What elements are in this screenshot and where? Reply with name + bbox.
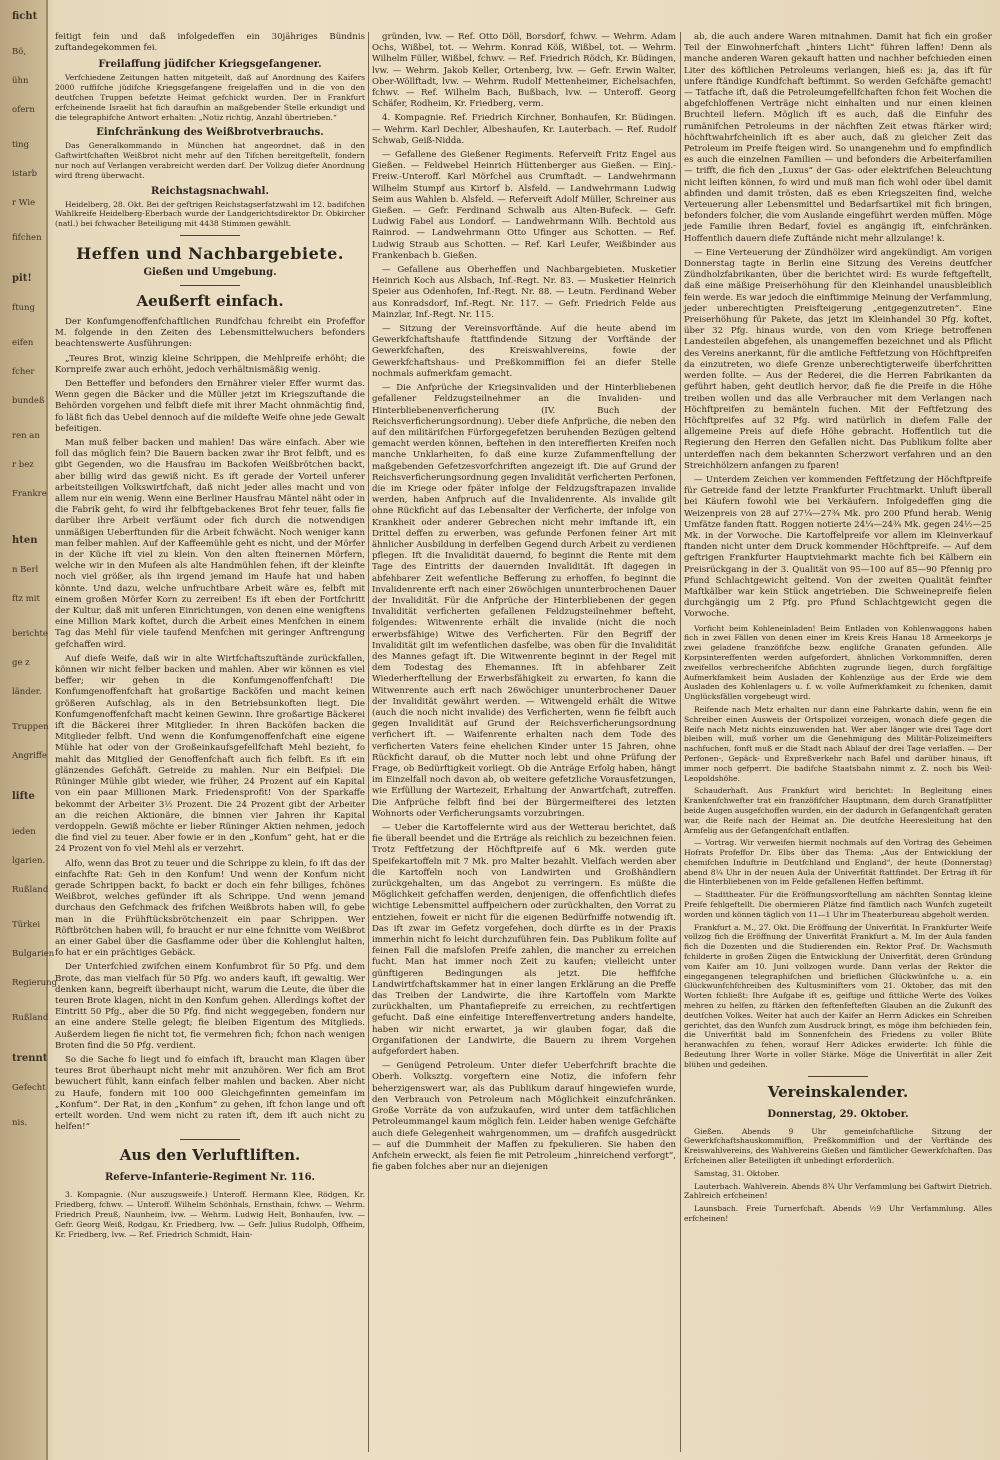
margin-fragment: ren an xyxy=(12,431,40,441)
news-paragraph: — Gefallene aus Oberheffen und Nachbargebieten. Musketier Heinrich Koch aus Alsbach, Inf.-Regt. Nr. 83. — Musketier Heinrich Speier aus Odenhofen, Inf.-Regt. Nr. 88. — Leutn. Ferdinand Weber aus Konradsdorf, Inf.-Regt. Nr. 117. — Gefr. Friedrich Felde aus Mainzlar, Inf.-Regt. Nr. 115. xyxy=(372,265,676,320)
margin-fragment: Bö, xyxy=(12,47,27,57)
loss-list-text: 3. Kompagnie. (Nur auszugsweife.) Unteroff. Hermann Klee, Rödgen, Kr. Friedberg, fchwv. — Unteroff. Wilhelm Schönhals, Ernsthain, fchwv. — Wehrm. Friedrich Preuß, Naunheim, lvw. — Wehrm. Ludwig Helt, Bonhaufen, lvw. — Gefr. Georg Weiß, Rodgau, Kr. Friedberg, lvw. — Gefr. Julius Rudolph, Offheim, Kr. Friedberg, lvw. — Ref. Friedrich Schmidt, Hain- xyxy=(55,1190,365,1239)
column-divider xyxy=(368,32,369,1452)
margin-fragment: Türkei xyxy=(12,920,41,930)
notice-paragraph: Vorficht beim Kohleneinladen! Beim Entladen von Kohlenwaggons haben fich in zwei Fällen von denen einer im Kreis Kreis Hanau 18 Armeekorps je zwei geladene franzöfifche bezw. englifche Granaten gefunden. Alle Korpsintereffenten werden aufgefordert, ähnlichen Vorkommniffen, deren zweifellos verbrecherifche Abfichten zugrunde liegen, durch forgfältige Aufmerkfamkeit beim Ausladen der Kohlenzüge aus der Erde wie dem Ausladen des Kohlenlagers u. f. w. volle Aufmerkfamkeit zu fchenken, damit Unglücksfällen vorgebeugt wird. xyxy=(684,623,992,702)
section-title: Heffen und Nachbargebiete. xyxy=(76,243,344,263)
margin-fragment: ftz mit xyxy=(12,594,40,604)
calendar-title: Vereinskalender. xyxy=(767,1082,909,1101)
news-paragraph: — Gefallene des Gießener Regiments. Referveift Fritz Engel aus Gießen. — Feldwebel Heinrich Hüttenberger aus Gießen. — Einj.-Freiw.-Unteroff. Karl Mörfchel aus Crumftadt. — Landwehrmann Wilhelm Stumpf aus Kirtorf b. Alsfeld. — Landwehrmann Ludwig Seim aus Wahlen b. Alsfeld. — Referveift Adolf Müller, Schreiner aus Gießen. — Gefr. Ferdinand Schwalb aus Alten-Bufeck. — Gefr. Ludwig Fabel aus Londorf. — Landwehrmann Wilh. Bechtold aus Rainrod. — Landwehrmann Otto Ufinger aus Schotten. — Ref. Ludwig Straub aus Schotten. — Ref. Karl Leufer, Weißbinder aus Frankenbach b. Gießen. xyxy=(372,150,676,261)
margin-fragment: Gefecht xyxy=(12,1083,46,1093)
article-paragraph: Der Konfumgenoffenfchaftlichen Rundfchau fchreibt ein Profeffor M. folgende in den Zeiten des Lebensmittelwuchers befonders beachtenswerte Ausführungen: xyxy=(55,316,365,350)
divider xyxy=(180,285,240,286)
notice-paragraph: — Vortrag. Wir verweifen hiermit nochmals auf den Vortrag des Geheimen Hofrats Profeffor Dr. Elbs über das Thema: „Aus der Entwicklung der chemifchen Induftrie in Deutfchland und England“, der heute (Donnerstag) abend 8¼ Uhr in der neuen Aula der Univerfität ftattfindet. Der Ertrag ift für die Hinterbliebenen von im Felde gefallenen Heffen beftimmt. xyxy=(684,838,992,887)
margin-fragment: berichte xyxy=(12,629,48,639)
margin-fragment: pit! xyxy=(12,273,32,284)
opening-text: feitigt fein und daß infolgedeffen ein 30jähriges Bündnis zuftandegekommen fei. xyxy=(55,32,365,54)
margin-fragment: ficht xyxy=(12,11,38,22)
margin-fragment: eifen xyxy=(12,338,34,348)
margin-fragment: Truppen xyxy=(12,722,49,732)
margin-fragment: fifchen xyxy=(12,233,42,243)
margin-fragment: lgarien. xyxy=(12,856,46,866)
calendar-item: Launsbach. Freie Turnerfchaft. Abends ½9 Uhr Verfammlung. Alles erfcheinen! xyxy=(684,1204,992,1223)
column-3 xyxy=(684,32,992,1452)
margin-fragment: Frankre xyxy=(12,489,47,499)
margin-fragment: Rußland xyxy=(12,1013,49,1023)
news-paragraph: — Unterdem Zeichen ver kommenden Feftfetzung der Höchftpreife für Getreide fand der letzte Frankfurter Fruchtmarkt. Unluft überall bei Käufern fowohl wie bei Verkäufern. Infolgedeffen ging die Weizenpreis von 28 auf 27¼—27¾ Mk. pro 200 Pfund herab. Wenig Umfätze fanden ftatt. Roggen notierte 24¼—24¾ Mk. gegen 24½—25 Mk. in der Vorwoche. Die Kartoffelpreife vor allem im Kleinverkauf ftanden nicht unter dem Druck kommender Höchftpreife. — Auf dem geftrigen Frankfurter Hauptviehmarkt machte fich bei Kälbern ein Preisrückgang in der 3. Qualität von 95—100 auf 85—90 Pfennig pro Pfund Schlachtgewicht geltend. Von der zweiten Qualität feinfter Maftkälber war kein Stück angetrieben. Die Schweinepreife fielen durchgängig um 2 Pfg. pro Pfund Schlachtgewicht gegen die Vorwoche. xyxy=(684,474,992,620)
item-title: Freilaffung jüdifcher Kriegsgefangener. xyxy=(98,59,322,71)
margin-fragment: ieden xyxy=(12,827,36,837)
news-paragraph: — Genügend Petroleum. Unter diefer Ueberfchrift brachte die Oberh. Volksztg. vorgeftern eine Notiz, die infofern fehr beherzigenswert war, als das Publikum darauf hingewiefen wurde, den Verbrauch von Petroleum nach Möglichkeit einzufchränken. Große Vorräte da von aufzukaufen, wird unter dem tatfächlichen Petroleummangel kaum möglich fein. Leider haben wenige Gefchäfte auch diefe Gelegenheit wahrgenommen, um — drafifch ausgedrückt — auf die Dummheit der Maffen zu fpekulieren. Sie haben den Anfchein erweckt, als feien fie mit Petroleum „hinreichend verforgt“, fie gaben folches aber nur an diejenigen xyxy=(372,1061,676,1173)
left-margin-text xyxy=(0,10,58,1147)
margin-fragment: ühn xyxy=(12,76,29,86)
divider xyxy=(180,235,240,236)
article-paragraph: Alfo, wenn das Brot zu teuer und die Schrippe zu klein, fo ift das der einfachfte Rat: Geh in den Konfum! Und wenn der Konfum nicht gerade Schrippen backt, fo backt er doch ein fehr billiges, fchönes Weißbrot, welches gefünder ift als Schrippe. Und wenn jemand durchaus den Gefchmack des frifchen Weißbrots haben will, fo gebe man in die Frühftücksbrötchenzeit ein paar Schrippen. Wer Röftbrötchen haben will, fo braucht er nur eine fchnitte vom Weißbrot an einer Gabel über die Gasflamme oder über die Kohlenglut halten, fo hat er ein prächtiges Gebäck. xyxy=(55,858,365,959)
column-divider xyxy=(680,32,681,1452)
news-paragraph: — Die Anfprüche der Kriegsinvaliden und der Hinterbliebenen gefallener Feldzugsteilnehmer an die Invaliden- und Hinterbliebenenverficherung (IV. Buch der Reichsverficherungsordnung). Ueber diefe Anfprüche, die neben den auf den militärifchen Fürforgegefetzen beruhenden Bezügen geltend gemacht werden können, beftehen in den intereffierten Kreifen noch manche Unklarheiten, fo daß eine kurze Zufammenftellung der maßgebenden Gefetzesvorfchriften angezeigt ift. Die auf Grund der Reichsverficherungsordnung gegen Invalidität verficherten Perfonen, die im Kriege oder fpäter infolge der Feldzugsftrapazen invalide werden, haben Anfpruch auf die Invalidenrente. Als invalide gilt ohne Rückficht auf das Lebensalter der Verficherte, der infolge von Krankheit oder anderer Gebrechen nicht mehr imftande ift, ein Drittel deffen zu erwerben, was gefunde Perfonen feiner Art mit ähnlicher Ausbildung in derfelben Gegend durch Arbeit zu verdienen pflegen. Ift die Invalidität dauernd, fo beginnt die Rente mit dem Tage des Eintritts der dauernden Invalidität. Ift dagegen in abfehbarer Zeit wefentliche Befferung zu erhoffen, fo beginnt die Invalidenrente erft nach einer 26wöchigen ununterbrochenen Dauer der Invalidität. Für die Anfprüche der Hinterbliebenen der gegen Invalidität verficherten gefallenen Feldzugsteilnehmer befteht, folgendes: Witwenrente erhält die invalide (nicht die noch erwerbsfähige) Witwe des Verficherten. Für den Begriff der Invalidität gilt im wefentlichen dasfelbe, was oben für die Invalidität des Mannes gefagt ift. Die Witwenrente beginnt in der Regel mit dem Todestag des Ehemannes. Ift in abfehbarer Zeit Wiederherftellung der Erwerbsfähigkeit zu erwarten, fo kann die Witwenrente auch erft nach 26wöchiger ununterbrochener Dauer der Invalidität gewährt werden. — Witwengeld erhält die Witwe (auch die noch nicht invalide) des Verficherten, wenn fie felbft auch gegen Invalidität auf Grund der Reichsverficherungsordnung verfichert ift. — Waifenrente erhalten nach dem Tode des verficherten Vaters feine ehelichen Kinder unter 15 Jahren, ohne Rückficht darauf, ob die Mutter noch lebt und ohne Prüfung der Frage, ob Bedürftigkeit vorliegt. Ob die Anträge Erfolg haben, hängt im Einzelfall noch davon ab, ob weitere gefetzliche Vorausfetzungen, wie Erfüllung der Wartezeit, Erhaltung der Anwartfchaft, zutreffen. Die Anfprüche felbft find bei der Bürgermeifterei des letzten Wohnorts oder Verficherungsamts vorzubringen. xyxy=(372,383,676,819)
margin-fragment: Rußland xyxy=(12,885,49,895)
notice-paragraph: — Stadttheater. Für die Eröffnungsvorftellung am nächften Sonntag kleine Preife fehlgeftellt. Die obermieren Plätze find fämtlich nach Wunfch zugeteilt worden und können täglich von 11—1 Uhr im Theaterbureau abgeholt werden. xyxy=(684,890,992,919)
item-title: Einfchränkung des Weißbrotverbrauchs. xyxy=(96,127,324,139)
notice-paragraph: Frankfurt a. M., 27. Okt. Die Eröffnung der Univerfität. In Frankfurter Weife vollzog fich die Eröffnung der Univerfität Frankfurt a. M. Im der Aula fanden fich die Dozenten und die Studierenden ein. Rektor Prof. Dr. Wachsmuth fchilderte in großen Zügen die Entwicklung der Univerfität, deren Gründung vom Kaifer am 10. Juni vollzogen wurde. Dann verlas der Rektor die eingegangenen telegraphifchen und brieflichen Glückwünfche u. a. ein Glückwunfchfchreiben des Kultusminifters vom 21. Oktober, das mit den Worten fchließt: Ihre Aufgabe ift es, geiftige und fittliche Werte des Volkes mehren zu helfen, zu ftärken den feftenfefteften Glauben an die Zukunft des deutfchen Volkes. Weiter hat auch der Kaifer an Herrn Adickes ein Schreiben gerichtet, das den Wunfch zum Ausdruck bringt, es möge ihm befchieden fein, die Univerfität bald im Sonnenfchein des Friedens zu voller Blüte heranwachfen zu fehen, worauf Herr Adickes erwiderte: Ich fühle die Bedeutung Ihrer Worte in voller Stärke. Möge die Univerfität in aller Zeit blühen und gedeihen. xyxy=(684,922,992,1069)
article-paragraph: Auf diefe Weife, daß wir in alte Wirtfchaftszuftände zurückfallen, können wir nicht felber backen und mahlen. Aber wir können es viel beffer; wir gehen in die Konfumgenoffenfchaft! Die Konfumgenoffenfchaft hat großartige Backöfen und macht keinen größeren Aufschlag, als in den Betriebsunkoften liegt. Die Konfumgenoffenfchaft macht keinen Gewinn. Ihre großartige Bäckerei ift die Bäckerei ihrer Mitglieder. In ihren Backöfen backen die Mitglieder felbft. Und wenn die Konfumgenoffenfchaft eine eigene Mühle hat oder von der Großeinkaufsgefellfchaft Mehl bezieht, fo mahlt das Mitglied der Genoffenfchaft auch fich felbft. Es ift ein glänzendes Gefchäft. Getreide zu mahlen. Nur ein Beifpiel: Die Rüninger Mühle gibt wieder, wie früher, 24 Prozent auf ein Kapital von ein paar Millionen Mark. Friedensprofit! Von der Sparkaffe bekommt der Arbeiter 3½ Prozent. Die 24 Prozent gibt der Arbeiter an die reichen Aktionäre, die binnen vier Jahren ihr Kapital verdoppeln. Gewiß möchte er lieber Rüninger Aktien nehmen, jedoch die find viel zu teuer. Aber fowie er in den „Konfum“ geht, hat er die 24 Prozent von fo viel Mehl als er verzehrt. xyxy=(55,653,365,855)
margin-fragment: ge z xyxy=(12,658,30,668)
item-title: Reichstagsnachwahl. xyxy=(151,185,269,197)
margin-fragment: länder. xyxy=(12,687,42,697)
margin-fragment: Regierung xyxy=(12,978,58,988)
column-2-body xyxy=(372,32,676,1173)
left-margin-strip xyxy=(0,0,58,1460)
margin-fragment: ftung xyxy=(12,303,35,313)
column-3-body xyxy=(684,32,992,621)
article-paragraph: „Teures Brot, winzig kleine Schrippen, die Mehlpreife erhöht; die Kornpreife zwar auch erhöht, jedoch verhältnismäßig wenig. xyxy=(55,353,365,375)
calendar-date: Donnerstag, 29. Oktober. xyxy=(767,1108,909,1120)
news-paragraph: — Sitzung der Vereinsvorftände. Auf die heute abend im Gewerkfchaftshaufe ftattfindende Sitzung der Vorftände der Gewerkfchaften, des Kreiswahlvereins, fowie der Gewerkfchaftshaus- und Preßkommiffion fei an diefer Stelle nochmals aufmerkfam gemacht. xyxy=(372,324,676,379)
column-1 xyxy=(55,32,365,1452)
margin-fragment: ofern xyxy=(12,105,35,115)
column-2 xyxy=(372,32,676,1452)
calendar-item: Lauterbach. Wahlverein. Abends 8¾ Uhr Verfammlung bei Gaftwirt Dietrich. Zahlreich erfcheinen! xyxy=(684,1181,992,1201)
article-body xyxy=(55,317,365,1133)
notice-paragraph: Schauderhaft. Aus Frankfurt wird berichtet: In Begleitung eines Krankenfchwefter trat ein franzöfifcher Hauptmann, dem durch Granatfplitter beide Augen ausgefchoffen wurden, ein der dadurch in Gefangenfchaft geraten war, die Reife nach der Heimat an. Die deutfche Heeresleitung hat den Armfelig aus der Gefangenfchaft entlaffen. xyxy=(684,786,992,835)
loss-list-title: Aus den Verluftliften. xyxy=(119,1146,301,1165)
news-paragraph: ab, die auch andere Waren mitnahmen. Damit hat fich ein großer Teil der Einwohnerfchaft „hinters Licht“ führen laffen! Denn als manche anderen Waren gekauft hatten und nachher befchieden einen Liter des köftlichen Petroleums verlangen, hieß es: ja, das ift für unfere ftändige Kundfchaft beftimmt. So werden Gefchäfte gemacht! — Tatfache ift, daß die Petroleumgefellfchaften fchon feit Wochen die abgefchloffenen Verträge nicht einhalten und nur einen kleinen Bruchteil liefern. Möglich ift es auch, daß die Einfuhr des rumänifchen Petroleums in der nächften Zeit etwas ftärker wird; höchftwahrfcheinlich ift es aber auch, daß zu gleicher Zeit das Petroleum im Preife fteigen wird. So unangenehm und fo empfindlich es auch die einzelnen Familien — und befonders die Arbeiterfamilien — trifft, die fich den „Luxus“ der Gas- oder elektrifchen Beleuchtung nicht leiften können, fo wird und muß man fich wohl oder übel damit abfinden und damit trösten, daß es eben Kriegszeiten find, welche Verteuerung aller Lebensmittel und Bedarfsartikel mit fich bringen, befonders folcher, die vom Auslande eingeführt werden müffen. Möge jede Familie ihren Bedarf, foviel es angängig ift, einfchränken. Hoffentlich dauern diefe Zuftände nicht mehr allzulange! k. xyxy=(684,32,992,244)
article-paragraph: Der Unterfchied zwifchen einem Konfumbrot für 50 Pfg. und dem Brote, das man vielfach für 50 Pfg. wo anders kauft, ift gewaltig. Wer denken kann, begreift überhaupt nicht, warum die Leute, die über die teuren Brote klagen, nicht in den Konfum gehen. Allerdings koftet der Eintritt 50 Pfg., aber die 50 Pfg. find nicht weggegeben, fondern nur an eine andere Stelle gelegt; fie bleiben Eigentum des Mitglieds. Außerdem liegen fie nicht tot, fie vermehren fich; fchon nach wenigen Broten find die 50 Pfg. verdient. xyxy=(55,962,365,1051)
divider xyxy=(180,1139,240,1140)
margin-fragment: n Berl xyxy=(12,565,39,575)
margin-fragment: lifte xyxy=(12,791,35,802)
news-paragraph: 4. Kompagnie. Ref. Friedrich Kirchner, Bonhaufen, Kr. Büdingen. — Wehrm. Karl Dechler, Albeshaufen, Kr. Lauterbach. — Ref. Rudolf Schwab, Geiß-Nidda. xyxy=(372,113,676,146)
section-subtitle: Gießen und Umgebung. xyxy=(143,266,277,278)
margin-fragment: Bulgarien xyxy=(12,949,55,959)
loss-list-subtitle: Referve-Infanterie-Regiment Nr. 116. xyxy=(104,1172,316,1184)
calendar-item: Gießen. Abends 9 Uhr gemeinfchaftliche Sitzung der Gewerkfchaftshauskommiffion, Preßkommiffion und der Vorftände des Kreiswahlvereins, des Wahlvereins Gießen und fämtlicher Gewerkfchaften. Das Erfcheinen aller Beteiligten ift unbedingt erforderlich. xyxy=(684,1126,992,1166)
margin-fragment: Angriffe xyxy=(12,751,47,761)
divider xyxy=(808,1076,868,1077)
notice-paragraph: Reifende nach Metz erhalten nur dann eine Fahrkarte dahin, wenn fie ein Schreiber einen Ausweis der Ortspolizei vorzeigen, wonach diefe gegen die Reife nach Metz nichts einzuwenden hat. Wer aber länger wie drei Tage dort bleiben will, muß vorher um die Genehmigung des Militär-Polizeimeifters nachfuchen, fonft muß er die Stadt nach Ablauf der drei Tage verlaffen. — Der Perfonen-, Gepäck- und Expreßverkehr nach Bafel und darüber hinaus, ift immer noch gefperrt. Die badifche Staatsbahn nimmt z. Z. noch bis Weil-Leopoldshöhe. xyxy=(684,704,992,783)
margin-fragment: bundeß xyxy=(12,396,45,406)
item-text: Verfchiedene Zeitungen hatten mitgeteilt, daß auf Anordnung des Kaifers 2000 ruffifche jüdifche Kriegsgefangene freigelaffen und in die von den deutfchen Truppen befetzte Heimat gefchickt wurden. Der in Frankfurt erfcheinende Israelit hat fich daraufhin an maßgebender Stelle erkundigt und die telegraphifche Antwort erhalten: „Notiz richtig, Anzahl übertrieben.“ xyxy=(55,73,365,122)
margin-fragment: fcher xyxy=(12,367,35,377)
margin-fragment: ting xyxy=(12,140,30,150)
item-text: Das Generalkommando in München hat angeordnet, daß in den Gaftwirtfchaften Weißbrot nicht mehr auf den Tifchen bereitgeftellt, fondern nur noch auf Verlangen verabreicht werden darf. Der Vollzug diefer Anordnung wird ftreng überwacht. xyxy=(55,141,365,180)
margin-fragment: trennt xyxy=(12,1053,48,1064)
article-paragraph: Den Betteffer und befonders den Ernährer vieler Effer wurmt das. Wenn gegen die Bäcker und die Müller jetzt im Kriegszuftande die Behörden vorgehen und felbft diefe mit ihrer Macht ohnmächtig find, fo läßt fich das Uebel dennoch auf die mildefte Weife ohne jede Gewalt befeitigen. xyxy=(55,378,365,434)
news-paragraph: gründen, lvw. — Ref. Otto Döll, Borsdorf, fchwv. — Wehrm. Adam Ochs, Wißbel, tot. — Wehrm. Konrad Köß, Wißbel, tot. — Wehrm. Wilhelm Füller, Wißbel, fchwv. — Ref. Friedrich Rödch, Kr. Büdingen, lvw. — Wehrm. Jakob Keller, Ortenberg, lvw. — Gefr. Erwin Walter, Ober-Wöllftadt, lvw. — Wehrm. Rudolf Mettenheimer, Eichelsachfen, fchwv. — Ref. Wilhelm Bach, Bußbach, lvw. — Unteroff. Georg Schäfer, Rodheim, Kr. Friedberg, verm. xyxy=(372,32,676,110)
margin-fragment: r Wie xyxy=(12,198,36,208)
margin-fragment: r bez xyxy=(12,460,34,470)
news-paragraph: — Eine Verteuerung der Zündhölzer wird angekündigt. Am vorigen Donnerstag tagte in Berlin eine Sitzung des Vereins deutfcher Zündholzfabrikanten, über die berichtet wird: Es wurde feftgeftellt, daß eine mäßige Preiserhöhung für den Kleinhandel unausbleiblich fein werde. Es war jedoch die einftimmige Meinung der Verfammlung, jeder unberechtigten Preisfteigerung „entgegenzutreten“. Eine Preiserhöhung für Pakete, das jetzt im Kleinhandel 30 Pfg. koftet, über 32 Pfg. hinaus wurde, von den vom Kriege betroffenen Landesteilen abgefehen, als unangemeffen bezeichnet und als Pflicht des Vereins anerkannt, für die amtliche Feftfetzung von Höchftpreifen da einzutreten, wo diefe Grenze unberechtigterweife überfchritten werden follte. — Aus der Rederei, die die Herren Fabrikanten da geführt haben, geht deutlich hervor, daß fie die Preife in die Höhe treiben wollen und das alle Verbraucher mit dem Verlangen nach Höchftpreifen zu bemänteln fuchen. Mit der Feftfetzung des Höchftpreifes auf 32 Pfg. wird natürlich in diefem Falle der allgemeine Preis auf diefe Höhe gebracht. Hoffentlich tut die Regierung den Herren den Gefallen nicht. Das Publikum follte aber unterdeffen nach dem bekannten Scherzwort verfahren und an den Streichhölzern anfangen zu fparen! xyxy=(684,247,992,471)
calendar-item: Samstag, 31. Oktober. xyxy=(694,1168,780,1178)
margin-fragment: nis. xyxy=(12,1118,28,1128)
margin-fragment: istarb xyxy=(12,169,38,179)
article-paragraph: Man muß felber backen und mahlen! Das wäre einfach. Aber wie foll das möglich fein? Die Bauern backen zwar ihr Brot felbft, und es gibt Gegenden, wo die Hausfrau im Backofen Weißbrötchen backt, aber billig wird das gewiß nicht. Es ift gerade der Vorteil unferer arbeitsteiligen Volkswirtfchaft, daß nicht jeder alles macht und von allem nur ein wenig. Wenn eine Berliner Hausfrau Mäntel näht oder in die Fabrik geht, fo wird ihr felbftgebackenes Brot fehr teuer, falls fie darüber ihre Arbeit verfäumt oder fich durch die notwendigen unmäßigen Ueberftunden für die Arbeit fchwächt. Noch weniger kann man felber mahlen. Auf der Kaffeemühle geht es nicht, und der Mörfer in der Küche ift viel zu klein. Von den alten fteinernen Mörfern, welche wir in den Mufeen als alte Handmühlen fehen, ift der kleinfte noch viel größer, als ihn irgend jemand im Haufe hat und haben könnte. Und dazu, welche unfruchtbare Arbeit wäre es, felbft mit einem großen Mörfer Korn zu zerreiben! Es ift eben der Fortfchritt der Kultur, daß mit unferen Einrichtungen, von denen eine wenigftens eine Million Mark koftet, durch die Arbeit eines Menfchen in einem Tag das Mehl für viele taufend Menfchen mit geringer Anftrengung gefchaffen wird. xyxy=(55,438,365,650)
column-3-notices xyxy=(684,624,992,1070)
calendar-list xyxy=(684,1127,992,1224)
article-title: Aeußerft einfach. xyxy=(136,291,284,310)
article-paragraph: So die Sache fo liegt und fo einfach ift, braucht man Klagen über teures Brot überhaupt nicht mehr mit anzuhören. Wer fich am Brot bewuchert fühlt, kann einfach felber mahlen und backen. Aber nicht zu Haufe, fondern mit 100 000 Gleichgefinnten gemeinfam im „Konfum“. Der Rat, in den „Konfum“ zu gehen, ift fchon lange und oft erteilt worden. Und wem nicht zu raten ift, dem ift auch nicht zu helfen!“ xyxy=(55,1054,365,1133)
margin-fragment: hten xyxy=(12,535,38,546)
news-paragraph: — Ueber die Kartoffelernte wird aus der Wetterau berichtet, daß fie überall beendet und die Erträge als reichlich zu bezeichnen feien. Trotz Feftfetzung der Höchftpreife auf 6 Mk. werden gute Speifekartoffeln mit 7 Mk. pro Malter bezahlt. Vielfach werden aber die Kartoffeln noch von Landwirten und Großhändlern zurückgehalten, um das Angebot zu verringern. Es müßte die Möglichkeit gefchaffen werden, denjenigen, die offenfichtlich diefes wichtige Lebensmittel auffpeichern oder zurückhalten, den Vorrat zu entziehen, foweit er nicht für die eigenen Bedürfniffe notwendig ift. Das ift zwar im Gefetz vorgefehen, doch dürfte es in der Praxis immerhin nicht fo leicht durchzuführen fein. Das Publikum follte auf feinen Fall die mafslofen Preife zahlen, die mancher zu erreichen fucht. Man hat immer noch Zeit zu kaufen; vielleicht unter günftigeren Bedingungen als jetzt. Die heffifche Landwirtfchaftskammer hat in einer langen Erklärung an die Preffe das Treiben der Landwirte, die ihre Kartoffeln vom Markte zurückhalten, um Phantafiepreife zu erreichen, zu rechtfertigen gefucht. Daß eine einfeitige Intereffenvertretung anders handelte, haben wir nicht erwartet, ja wir glauben fogar, daß die Organifationen der Landwirte, die Bauern zu ihrem Vorgehen aufgefordert haben. xyxy=(372,823,676,1058)
item-text: Heidelberg, 28. Okt. Bei der geftrigen Reichstagserfatzwahl im 12. badifchen Wahlkreife Heidelberg-Eberbach wurde der Landgerichtsdirektor Dr. Obkircher (natl.) bei fchwacher Beteiligung mit 4438 Stimmen gewählt. xyxy=(55,199,365,229)
